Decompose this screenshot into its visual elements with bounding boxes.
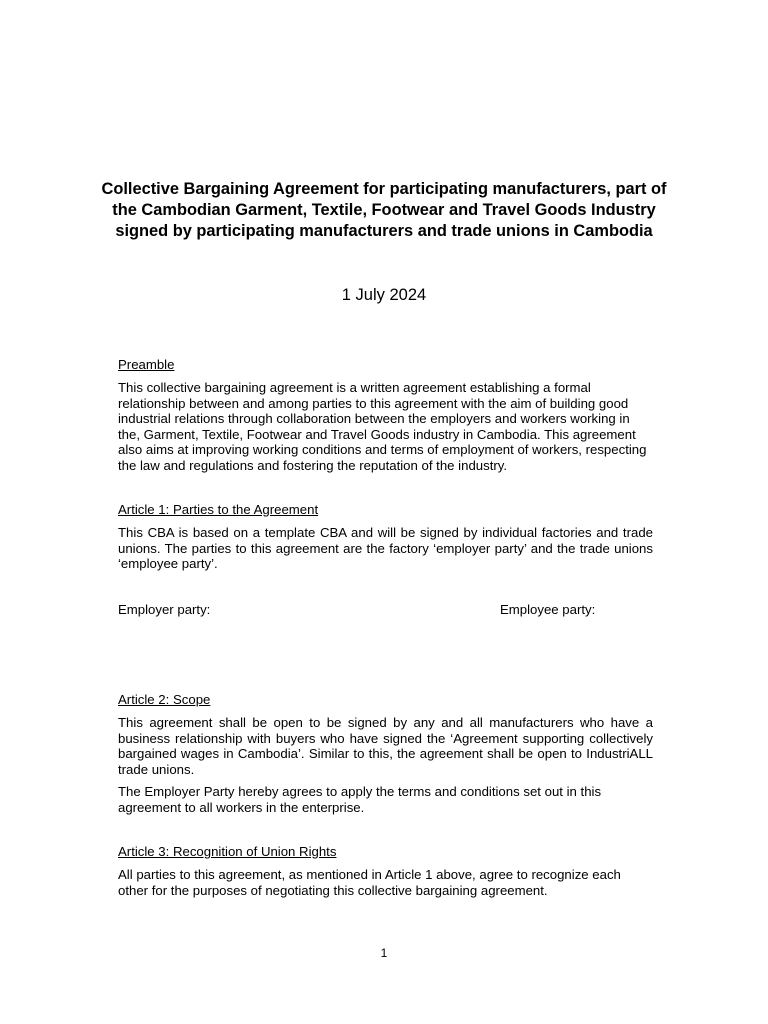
- article-1-heading: Article 1: Parties to the Agreement: [118, 502, 319, 517]
- employer-party-label: Employer party:: [118, 602, 211, 617]
- employee-party-label: Employee party:: [500, 602, 596, 617]
- article-2-text-2: The Employer Party hereby agrees to apply the terms and conditions set out in this agreement to all workers in the enterprise.: [118, 784, 602, 815]
- document-date: 1 July 2024: [341, 286, 427, 304]
- page-number: 1: [380, 946, 388, 960]
- article-3-heading: Article 3: Recognition of Union Rights: [118, 844, 337, 859]
- article-2-heading: Article 2: Scope: [118, 692, 211, 707]
- document-title: Collective Bargaining Agreement for participating manufacturers, part of the Cambodian Garment, Textile, Footwear and Travel Goods Industry signed by participating manufacturers and trade unions in Cambodia: [101, 180, 667, 240]
- preamble-heading: Preamble: [118, 357, 175, 372]
- article-3-text: All parties to this agreement, as mentioned in Article 1 above, agree to recognize each other for the purposes of negotiating this collective bargaining agreement.: [118, 867, 621, 898]
- article-2-text-1: This agreement shall be open to be signed by any and all manufacturers who have a business relationship with buyers who have signed the ‘Agreement supporting collectively bargained wages in Cambodia’. Similar to this, the agreement shall be open to IndustriALL trade unions.: [118, 715, 653, 777]
- preamble-text: This collective bargaining agreement is a written agreement establishing a formal relationship between and among parties to this agreement with the aim of building good industrial relations through collaboration between the employers and workers working in the, Garment, Textile, Footwear and Travel Goods industry in Cambodia. This agreement also aims at improving working conditions and terms of employment of workers, respecting the law and regulations and fostering the reputation of the industry.: [118, 380, 647, 473]
- article-1-text: This CBA is based on a template CBA and will be signed by individual factories and trade unions. The parties to this agreement are the factory ‘employer party’ and the trade unions ‘employee party’.: [118, 525, 653, 571]
